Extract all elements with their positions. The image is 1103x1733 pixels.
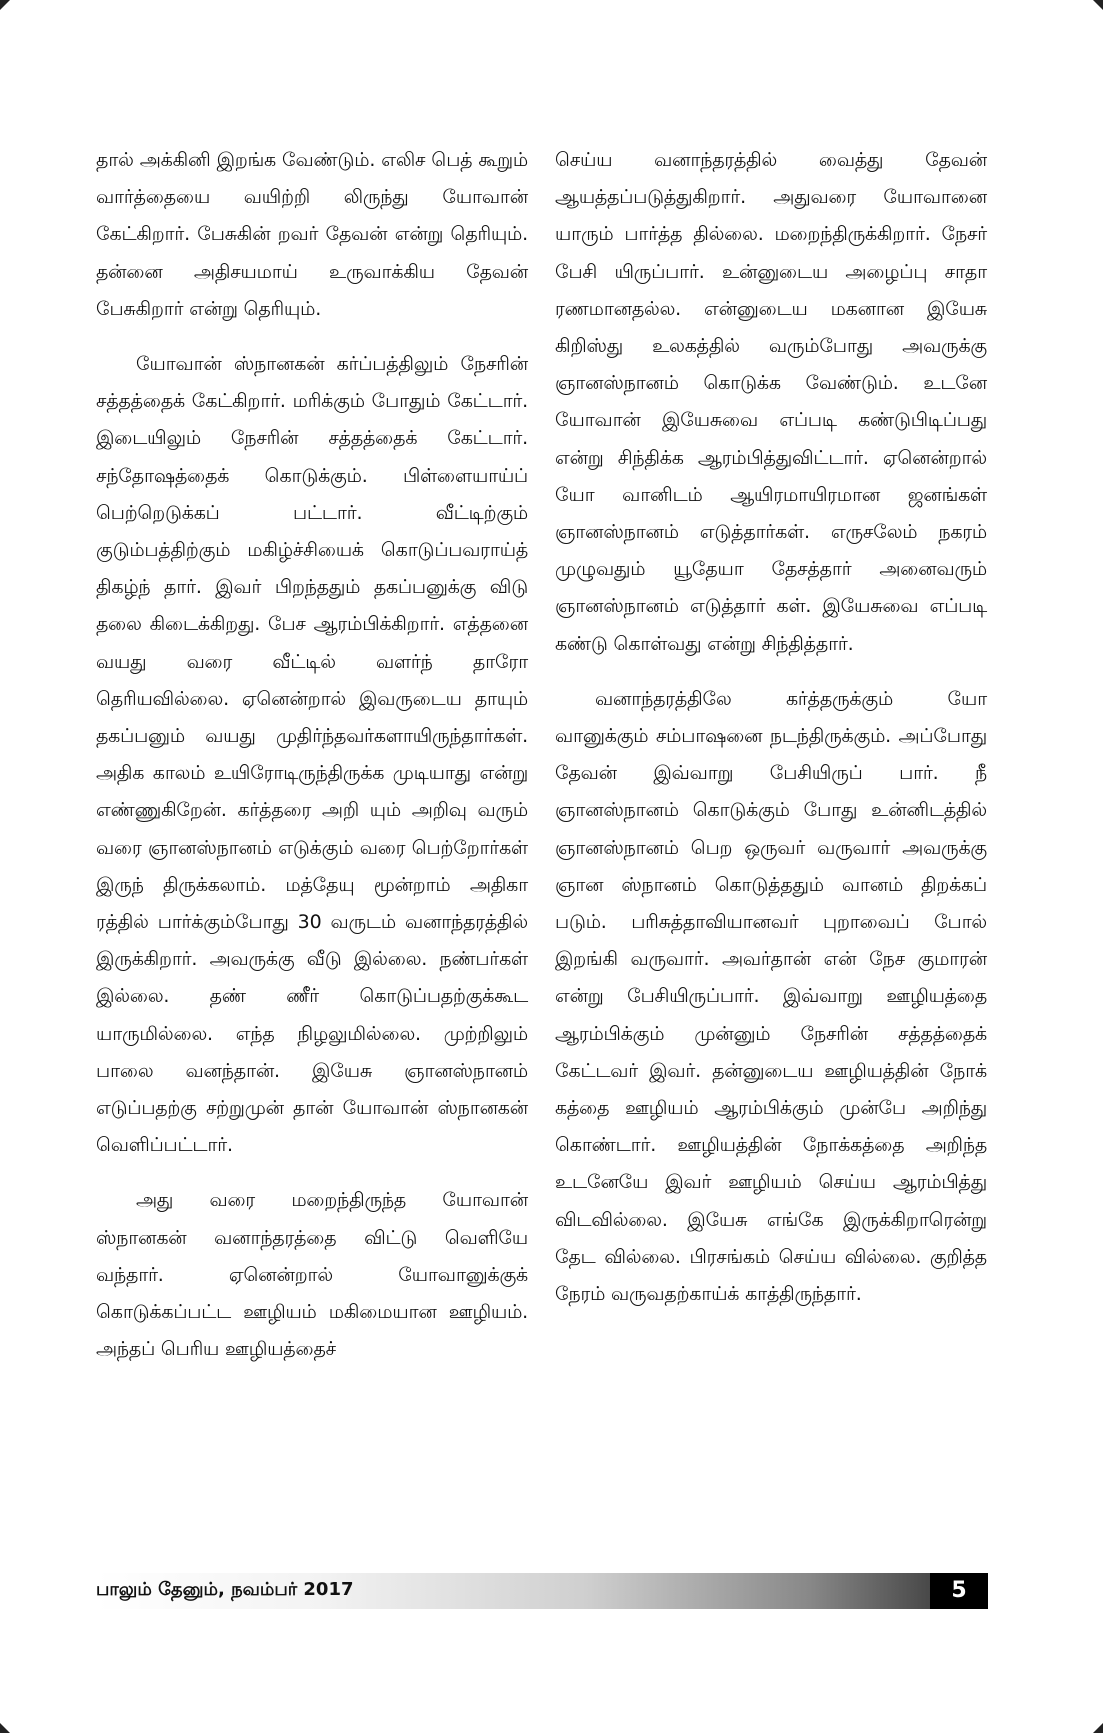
- left-text-column: [96, 142, 528, 1387]
- right-paragraph-1: செய்ய வனாந்தரத்தில் வைத்து தேவன் ஆயத்தப்படுத்துகிறார். அதுவரை யோவானை யாரும் பார்த்த தில்லை. மறைந்திருக்கிறார். நேசர் பேசி யிருப்பார். உன்னுடைய அழைப்பு சாதா ரணமானதல்ல. என்னுடைய மகனான இயேசு கிறிஸ்து உலகத்தில் வரும்போது அவருக்கு ஞானஸ்நானம் கொடுக்க வேண்டும். உடனே யோவான் இயேசுவை எப்படி கண்டுபிடிப்பது என்று சிந்திக்க ஆரம்பித்துவிட்டார். ஏனென்றால் யோ வானிடம் ஆயிரமாயிரமான ஜனங்கள் ஞானஸ்நானம் எடுத்தார்கள். எருசலேம் நகரம் முழுவதும் யூதேயா தேசத்தார் அனைவரும் ஞானஸ்நானம் எடுத்தார் கள். இயேசுவை எப்படி கண்டு கொள்வது என்று சிந்தித்தார்.: [555, 149, 987, 655]
- page-footer: [96, 1573, 988, 1609]
- page-number: 5: [930, 1573, 988, 1609]
- corner-mark-top-left: [0, 0, 10, 10]
- left-paragraph-2: யோவான் ஸ்நானகன் கர்ப்பத்திலும் நேசரின் சத்தத்தைக் கேட்கிறார். மரிக்கும் போதும் கேட்டார். இடையிலும் நேசரின் சத்தத்தைக் கேட்டார். சந்தோஷத்தைக் கொடுக்கும். பிள்ளையாய்ப் பெற்றெடுக்கப் பட்டார். வீட்டிற்கும் குடும்பத்திற்கும் மகிழ்ச்சியைக் கொடுப்பவராய்த் திகழ்ந் தார். இவர் பிறந்ததும் தகப்பனுக்கு விடு தலை கிடைக்கிறது. பேச ஆரம்பிக்கிறார். எத்தனை வயது வரை வீட்டில் வளர்ந் தாரோ தெரியவில்லை. ஏனென்றால் இவருடைய தாயும் தகப்பனும் வயது முதிர்ந்தவர்களாயிருந்தார்கள். அதிக காலம் உயிரோடிருந்திருக்க முடியாது என்று எண்ணுகிறேன். கர்த்தரை அறி யும் அறிவு வரும் வரை ஞானஸ்நானம் எடுக்கும் வரை பெற்றோர்கள் இருந் திருக்கலாம். மத்தேயு மூன்றாம் அதிகா ரத்தில் பார்க்கும்போது 30 வருடம் வனாந்தரத்தில் இருக்கிறார். அவருக்கு வீடு இல்லை. நண்பர்கள் இல்லை. தண் ணீர் கொடுப்பதற்குக்கூட யாருமில்லை. எந்த நிழலுமில்லை. முற்றிலும் பாலை வனந்தான். இயேசு ஞானஸ்நானம் எடுப்பதற்கு சற்றுமுன் தான் யோவான் ஸ்நானகன் வெளிப்பட்டார்.: [96, 353, 528, 1157]
- corner-mark-top-right: [1093, 0, 1103, 10]
- right-text-column: [555, 142, 987, 1331]
- left-paragraph-1: தால் அக்கினி இறங்க வேண்டும். எலிச பெத் கூறும் வார்த்தையை வயிற்றி லிருந்து யோவான் கேட்கிறார். பேசுகின் றவர் தேவன் என்று தெரியும். தன்னை அதிசயமாய் உருவாக்கிய தேவன் பேசுகிறார் என்று தெரியும்.: [96, 149, 528, 320]
- left-paragraph-3: அது வரை மறைந்திருந்த யோவான் ஸ்நானகன் வனாந்தரத்தை விட்டு வெளியே வந்தார். ஏனென்றால் யோவானுக்குக் கொடுக்கப்பட்ட ஊழியம் மகிமையான ஊழியம். அந்தப் பெரிய ஊழியத்தைச்: [96, 1189, 528, 1361]
- corner-mark-bottom-right: [1093, 1723, 1103, 1733]
- corner-mark-bottom-left: [0, 1723, 10, 1733]
- right-paragraph-2: வனாந்தரத்திலே கர்த்தருக்கும் யோ வானுக்கும் சம்பாஷனை நடந்திருக்கும். அப்போது தேவன் இவ்வாறு பேசியிருப் பார். நீ ஞானஸ்நானம் கொடுக்கும் போது உன்னிடத்தில் ஞானஸ்நானம் பெற ஒருவர் வருவார் அவருக்கு ஞான ஸ்நானம் கொடுத்ததும் வானம் திறக்கப் படும். பரிசுத்தாவியானவர் புறாவைப் போல் இறங்கி வருவார். அவர்தான் என் நேச குமாரன் என்று பேசியிருப்பார். இவ்வாறு ஊழியத்தை ஆரம்பிக்கும் முன்னும் நேசரின் சத்தத்தைக் கேட்டவர் இவர். தன்னுடைய ஊழியத்தின் நோக் கத்தை ஊழியம் ஆரம்பிக்கும் முன்பே அறிந்து கொண்டார். ஊழியத்தின் நோக்கத்தை அறிந்த உடனேயே இவர் ஊழியம் செய்ய ஆரம்பித்து விடவில்லை. இயேசு எங்கே இருக்கிறாரென்று தேட வில்லை. பிரசங்கம் செய்ய வில்லை. குறித்த நேரம் வருவதற்காய்க் காத்திருந்தார்.: [555, 687, 987, 1306]
- magazine-title: பாலும் தேனும், நவம்பர் 2017: [96, 1579, 354, 1600]
